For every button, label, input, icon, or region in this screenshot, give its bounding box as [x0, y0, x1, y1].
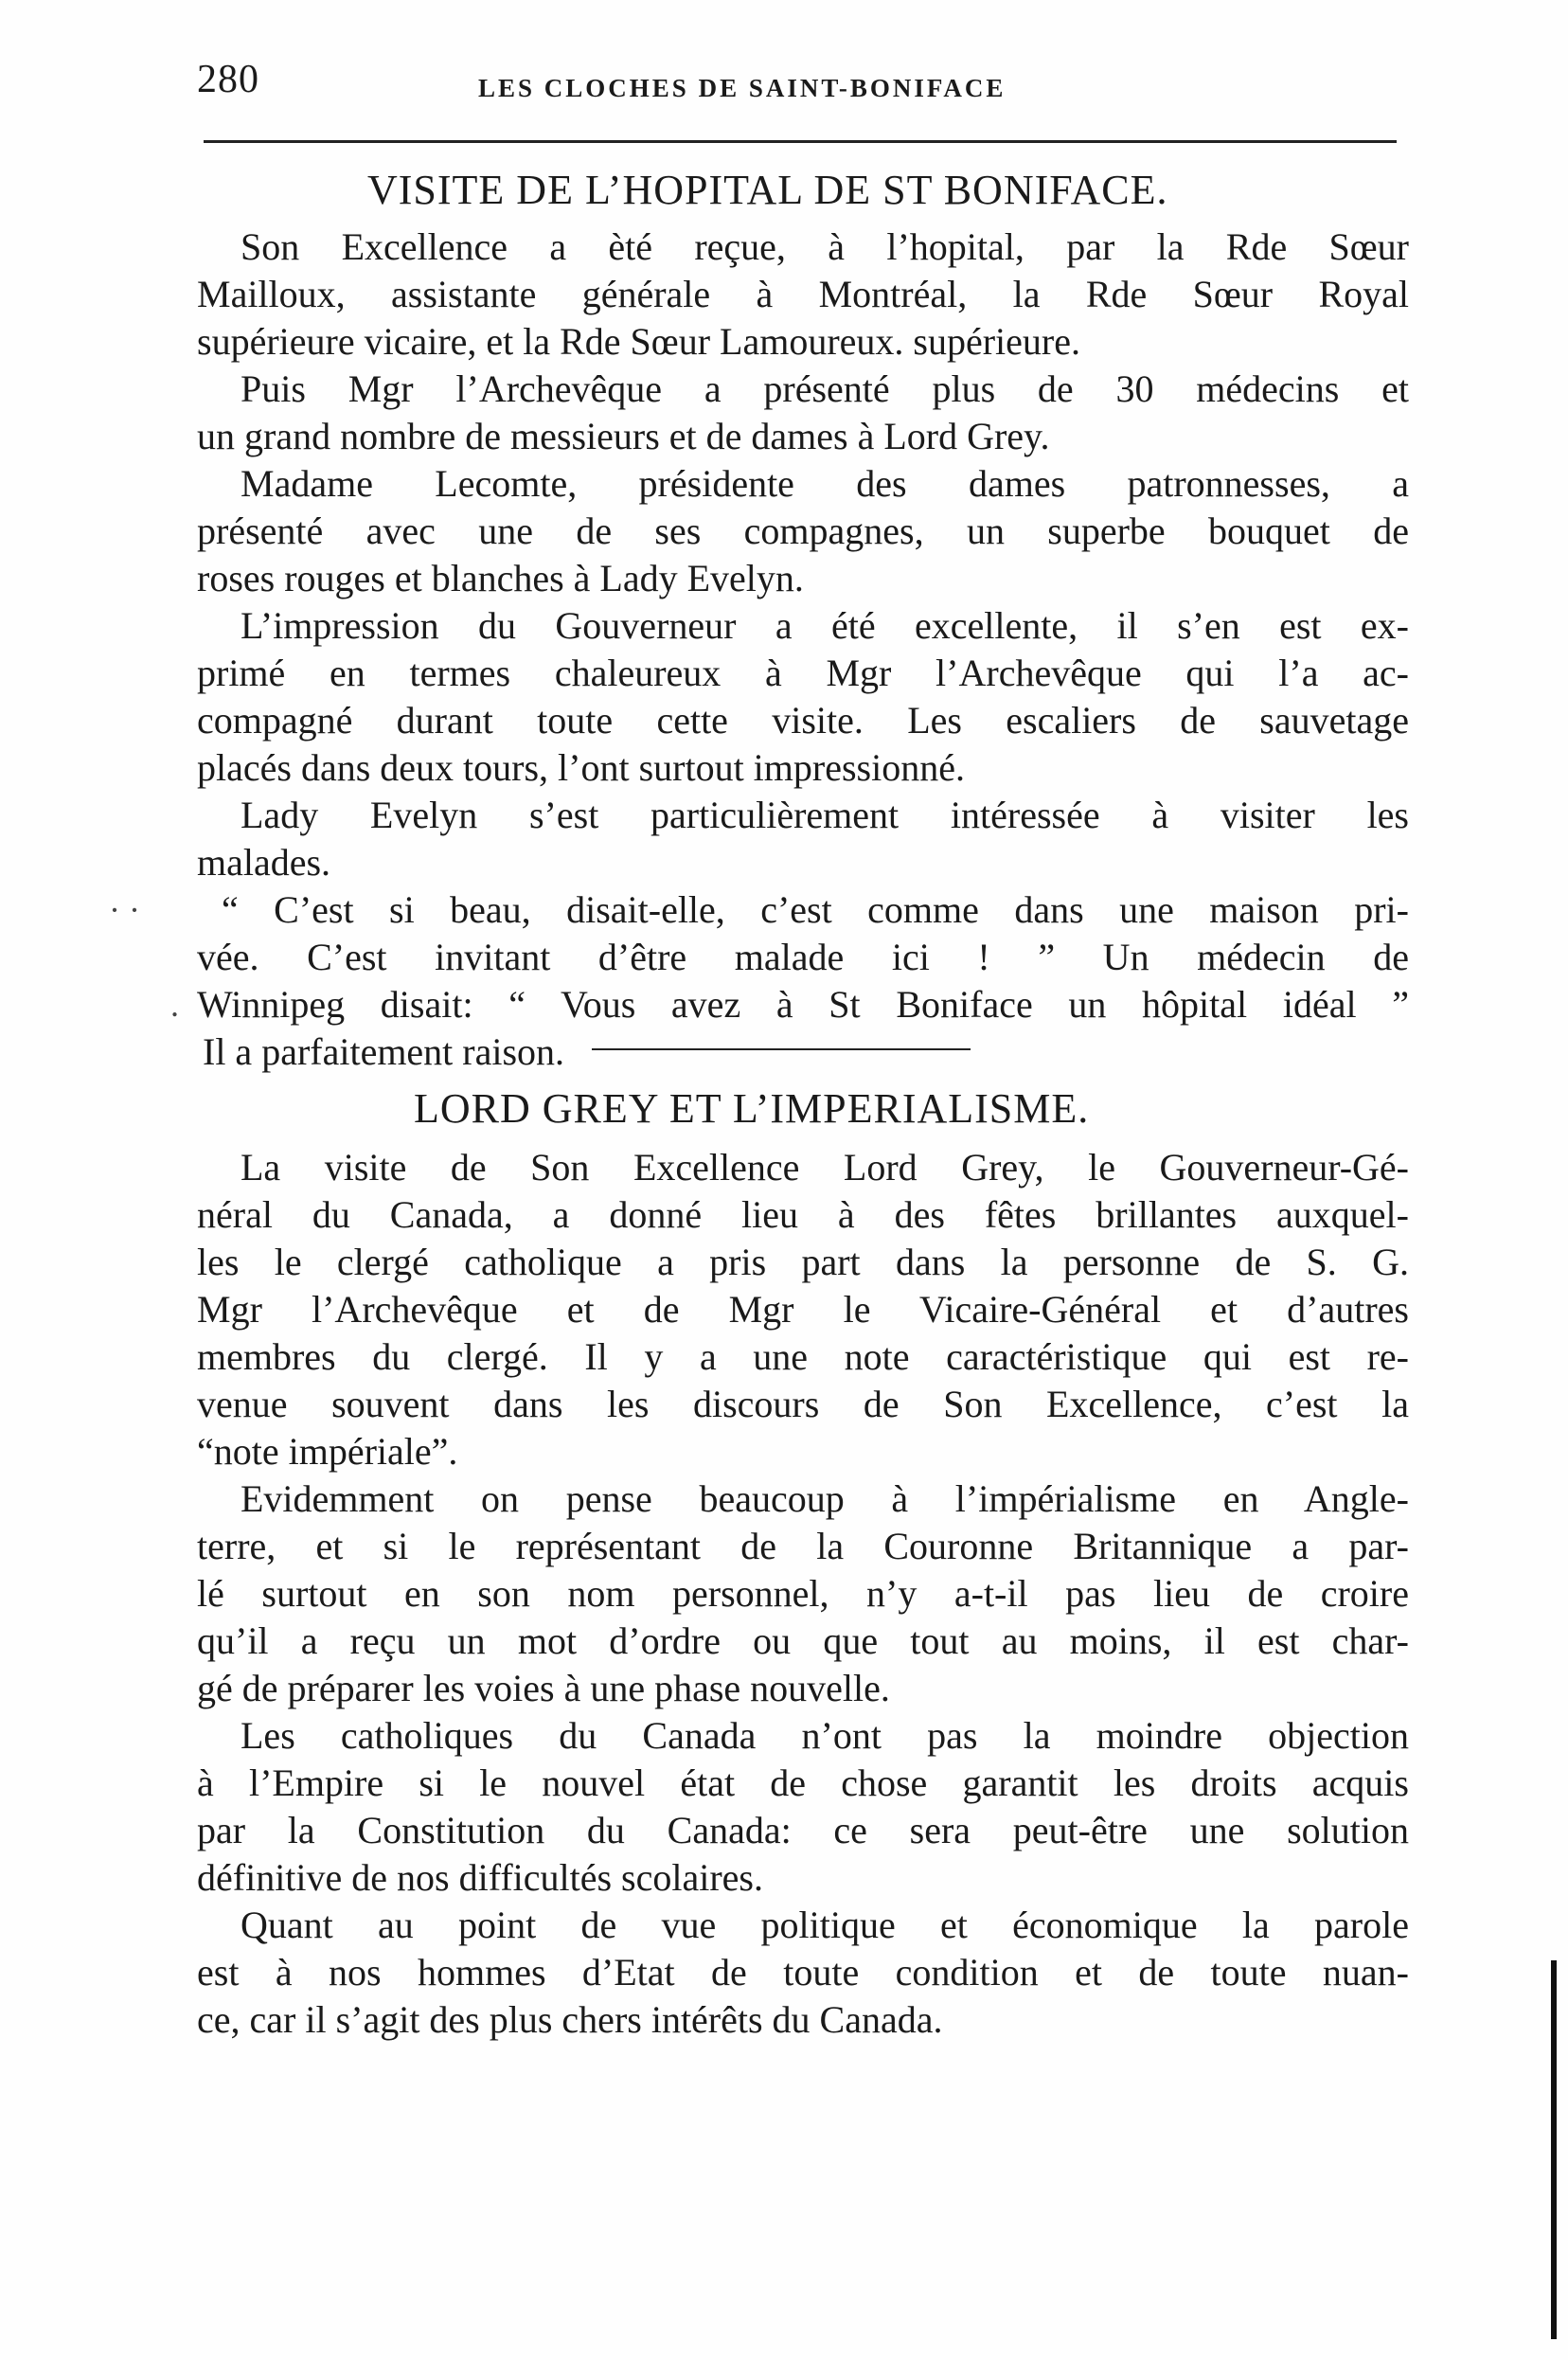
text-line: Mailloux, assistante générale à Montréal, la Rde Sœur Royal	[197, 273, 1409, 315]
page-edge-shadow	[1551, 1960, 1557, 2339]
text-line: Lady Evelyn s’est particulièrement intéressée à visiter les	[241, 794, 1409, 836]
text-line: qu’il a reçu un mot d’ordre ou que tout au moins, il est char-	[197, 1619, 1409, 1662]
text-line: Puis Mgr l’Archevêque a présenté plus de 30 médecins et	[241, 367, 1409, 410]
text-line: Winnipeg disait: “ Vous avez à St Boniface un hôpital idéal ”	[197, 983, 1409, 1026]
text-line: présenté avec une de ses compagnes, un superbe bouquet de	[197, 510, 1409, 552]
text-line: “note impériale”.	[197, 1430, 458, 1473]
header-rule	[204, 140, 1397, 143]
text-line: Les catholiques du Canada n’ont pas la moindre objection	[241, 1714, 1409, 1757]
text-line: Quant au point de vue politique et économique la parole	[241, 1904, 1409, 1946]
text-line: par la Constitution du Canada: ce sera peut-être une solution	[197, 1809, 1409, 1851]
text-line: Il a parfaitement raison.	[203, 1030, 565, 1073]
page-number: 280	[197, 58, 259, 101]
text-line: néral du Canada, a donné lieu à des fêtes brillantes auxquel-	[197, 1193, 1409, 1236]
text-line: malades.	[197, 841, 331, 884]
text-line: les le clergé catholique a pris part dans la personne de S. G.	[197, 1241, 1409, 1283]
text-line: primé en termes chaleureux à Mgr l’Archevêque qui l’a ac-	[197, 652, 1409, 694]
section-title-imperialisme: LORD GREY ET L’IMPERIALISME.	[414, 1085, 1090, 1132]
running-title: LES CLOCHES DE SAINT-BONIFACE	[478, 74, 1007, 102]
text-line: est à nos hommes d’Etat de toute condition et de toute nuan-	[197, 1951, 1409, 1993]
text-line: La visite de Son Excellence Lord Grey, le Gouverneur-Gé-	[241, 1146, 1409, 1189]
text-line: gé de préparer les voies à une phase nouvelle.	[197, 1667, 890, 1709]
text-line: venue souvent dans les discours de Son Excellence, c’est la	[197, 1383, 1409, 1425]
text-line: Son Excellence a èté reçue, à l’hopital, par la Rde Sœur	[241, 225, 1409, 268]
text-line: à l’Empire si le nouvel état de chose garantit les droits acquis	[197, 1761, 1409, 1804]
section-divider	[592, 1048, 971, 1050]
section-title-hopital: VISITE DE L’HOPITAL DE ST BONIFACE.	[367, 167, 1168, 213]
text-line: terre, et si le représentant de la Couronne Britannique a par-	[197, 1525, 1409, 1567]
margin-dots: · ·	[109, 891, 140, 929]
margin-dot: .	[170, 986, 179, 1024]
text-line: roses rouges et blanches à Lady Evelyn.	[197, 557, 804, 599]
text-line: compagné durant toute cette visite. Les escaliers de sauvetage	[197, 699, 1409, 742]
text-line: membres du clergé. Il y a une note caractéristique qui est re-	[197, 1335, 1409, 1378]
text-line: Madame Lecomte, présidente des dames patronnesses, a	[241, 462, 1409, 505]
text-line: vée. C’est invitant d’être malade ici ! ” Un médecin de	[197, 936, 1409, 978]
text-line: un grand nombre de messieurs et de dames à Lord Grey.	[197, 415, 1050, 457]
section-imperialisme-body	[197, 1144, 1409, 2044]
text-line: Evidemment on pense beaucoup à l’impérialisme en Angle-	[241, 1477, 1409, 1520]
text-line: “ C’est si beau, disait-elle, c’est comme dans une maison pri-	[222, 888, 1409, 931]
text-line: lé surtout en son nom personnel, n’y a-t-il pas lieu de croire	[197, 1572, 1409, 1615]
section-hopital-body	[197, 223, 1409, 1076]
text-line: L’impression du Gouverneur a été excellente, il s’en est ex-	[241, 604, 1409, 647]
text-line: Mgr l’Archevêque et de Mgr le Vicaire-Général et d’autres	[197, 1288, 1409, 1331]
text-line: placés dans deux tours, l’ont surtout impressionné.	[197, 746, 965, 789]
text-line: ce, car il s’agit des plus chers intérêts du Canada.	[197, 1998, 943, 2041]
text-line: supérieure vicaire, et la Rde Sœur Lamoureux. supérieure.	[197, 320, 1080, 363]
text-line: définitive de nos difficultés scolaires.	[197, 1856, 763, 1899]
